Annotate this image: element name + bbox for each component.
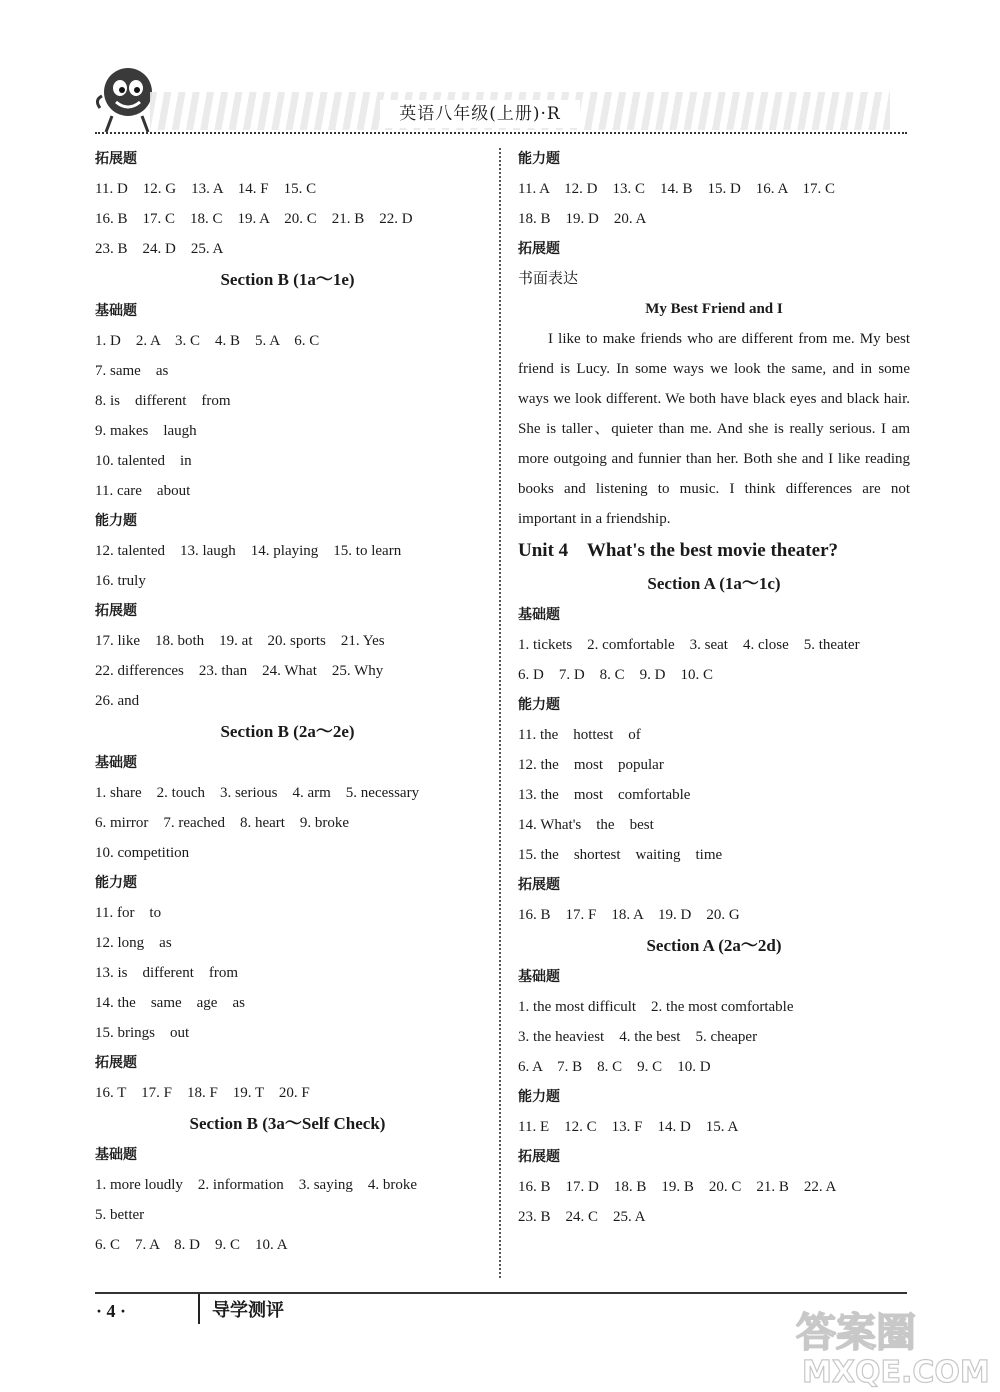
answer-line: 18. B 19. D 20. A	[518, 211, 647, 227]
category-label: 基础题	[518, 969, 560, 985]
answer-line: 3. the heaviest 4. the best 5. cheaper	[518, 1029, 758, 1045]
category-label: 能力题	[518, 1089, 560, 1105]
answer-line: 11. D 12. G 13. A 14. F 15. C	[95, 181, 317, 197]
unit-heading	[518, 534, 910, 568]
answer-line: 6. D 7. D 8. C 9. D 10. C	[518, 667, 714, 683]
answer-line: 14. the same age as	[95, 995, 245, 1011]
header-title: 英语八年级(上册)·R	[380, 100, 580, 128]
unit-title: What's the best movie theater?	[586, 540, 839, 561]
category-label: 能力题	[95, 513, 137, 529]
answer-line: 12. long as	[95, 935, 172, 951]
category-label: 拓展题	[95, 1055, 137, 1071]
footer-brand: 导学测评	[212, 1300, 284, 1321]
category-label: 基础题	[95, 755, 137, 771]
answer-line: 15. brings out	[95, 1025, 190, 1041]
category-label: 能力题	[518, 697, 560, 713]
answer-line: 22. differences 23. than 24. What 25. Why	[95, 663, 384, 679]
answer-line: 14. What's the best	[518, 817, 654, 833]
answer-line: 7. same as	[95, 363, 169, 379]
essay-body: I like to make friends who are different from me. My best friend is Lucy. In some ways we look the same, and in some ways we look different. We both have black eyes and black hair. She is taller、quieter than me. And she is really serious. I am more outgoing and funnier than her. Both she and I like reading books and listening to music. I think differences are not important in a friendship.	[518, 331, 910, 527]
category-label: 基础题	[95, 1147, 137, 1163]
watermark-bottom: MXQE.COM	[802, 1355, 990, 1388]
answer-line: 16. B 17. C 18. C 19. A 20. C 21. B 22. D	[95, 211, 413, 227]
answer-line: 1. more loudly 2. information 3. saying 4. broke	[95, 1177, 418, 1193]
answer-line: 8. is different from	[95, 393, 231, 409]
category-label: 能力题	[95, 875, 137, 891]
footer-rule	[95, 1292, 907, 1294]
answer-line: 11. care about	[95, 483, 191, 499]
column-divider	[499, 148, 501, 1278]
header-rule	[95, 132, 907, 134]
answer-line: 11. for to	[95, 905, 162, 921]
section-title: Section A (2a～2d)	[646, 936, 782, 955]
answer-line: 10. talented in	[95, 453, 192, 469]
answer-line: 1. tickets 2. comfortable 3. seat 4. close 5. theater	[518, 637, 860, 653]
answer-line: 13. the most comfortable	[518, 787, 691, 803]
answer-line: 10. competition	[95, 845, 190, 861]
answer-line: 1. the most difficult 2. the most comfortable	[518, 999, 794, 1015]
page-header	[0, 0, 1000, 140]
section-title: Section A (1a～1c)	[647, 574, 781, 593]
answer-line: 12. the most popular	[518, 757, 664, 773]
answer-line: 12. talented 13. laugh 14. playing 15. to learn	[95, 543, 402, 559]
essay-title: My Best Friend and I	[645, 301, 783, 317]
category-label: 拓展题	[518, 241, 560, 257]
left-column	[95, 144, 480, 1260]
watermark-logo	[788, 1296, 998, 1388]
footer-separator	[198, 1294, 200, 1324]
answer-line: 11. E 12. C 13. F 14. D 15. A	[518, 1119, 739, 1135]
answer-line: 15. the shortest waiting time	[518, 847, 723, 863]
answer-line: 6. C 7. A 8. D 9. C 10. A	[95, 1237, 288, 1253]
section-title: Section B (1a～1e)	[220, 270, 355, 289]
answer-line: 23. B 24. D 25. A	[95, 241, 224, 257]
answer-line: 6. A 7. B 8. C 9. C 10. D	[518, 1059, 711, 1075]
answer-line: 23. B 24. C 25. A	[518, 1209, 646, 1225]
section-title: Section B (2a～2e)	[220, 722, 355, 741]
answer-line: 16. B 17. D 18. B 19. B 20. C 21. B 22. A	[518, 1179, 837, 1195]
answer-line: 16. truly	[95, 573, 146, 589]
answer-line: 17. like 18. both 19. at 20. sports 21. Yes	[95, 633, 385, 649]
category-label: 拓展题	[518, 1149, 560, 1165]
answer-line: 9. makes laugh	[95, 423, 197, 439]
subcategory-label: 书面表达	[518, 271, 579, 287]
answer-line: 13. is different from	[95, 965, 239, 981]
category-label: 拓展题	[95, 603, 137, 619]
answer-line: 16. B 17. F 18. A 19. D 20. G	[518, 907, 740, 923]
unit-number: Unit 4	[518, 540, 569, 561]
category-label: 拓展题	[518, 877, 560, 893]
answer-line: 1. D 2. A 3. C 4. B 5. A 6. C	[95, 333, 320, 349]
answer-line: 1. share 2. touch 3. serious 4. arm 5. necessary	[95, 785, 420, 801]
answer-line: 11. the hottest of	[518, 727, 641, 743]
watermark-top: 答案圈	[796, 1310, 916, 1356]
category-label: 基础题	[518, 607, 560, 623]
section-title: Section B (3a～Self Check)	[189, 1114, 386, 1133]
right-column	[518, 144, 910, 1232]
category-label: 拓展题	[95, 151, 137, 167]
answer-line: 16. T 17. F 18. F 19. T 20. F	[95, 1085, 310, 1101]
answer-line: 6. mirror 7. reached 8. heart 9. broke	[95, 815, 350, 831]
page-number: · 4 ·	[96, 1301, 127, 1321]
answer-line: 11. A 12. D 13. C 14. B 15. D 16. A 17. C	[518, 181, 835, 197]
category-label: 能力题	[518, 151, 560, 167]
category-label: 基础题	[95, 303, 137, 319]
answer-line: 26. and	[95, 693, 140, 709]
answer-line: 5. better	[95, 1207, 145, 1223]
